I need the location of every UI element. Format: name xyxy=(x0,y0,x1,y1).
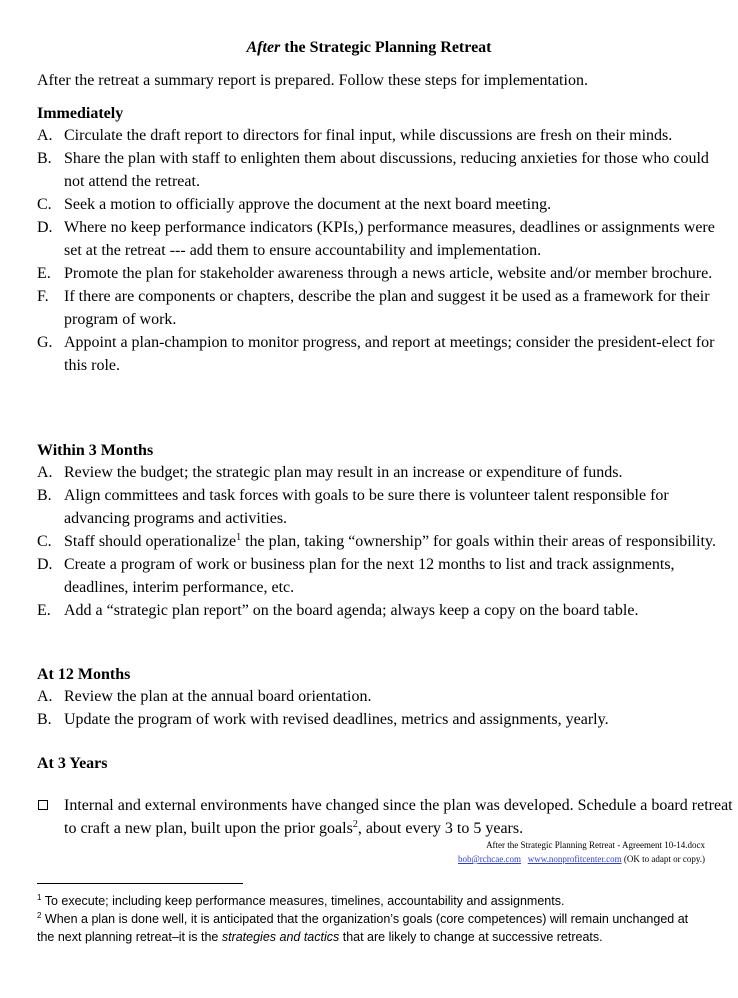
footnote-number: 2 xyxy=(37,911,42,920)
footnote-ref: 2 xyxy=(352,819,358,830)
footnote-text: To execute; including keep performance measures, timelines, accountability and assignments. xyxy=(41,894,565,908)
list-marker: B. xyxy=(37,711,52,728)
checkbox-item-text-before: Internal and external environments have changed since the plan was developed. Schedule a board retreat to craft a new plan, built upon the prior goals xyxy=(64,797,733,837)
section-heading: At 3 Years xyxy=(37,755,108,772)
section-twelve-months xyxy=(37,665,717,731)
list-item xyxy=(37,285,717,331)
step-list xyxy=(37,124,717,377)
footnotes xyxy=(37,892,702,946)
list-item-text: Review the budget; the strategic plan may result in an increase or expenditure of funds. xyxy=(64,464,623,481)
list-marker: D. xyxy=(37,219,53,236)
file-footer-line1: After the Strategic Planning Retreat - Agreement 10-14.docx xyxy=(486,840,705,850)
step-list xyxy=(37,461,717,622)
footnote-emphasis: strategies and tactics xyxy=(221,930,340,944)
footnote-text-after: that are likely to change at successive retreats. xyxy=(339,930,603,944)
list-item-text: Appoint a plan-champion to monitor progress, and report at meetings; consider the president-elect for this role. xyxy=(64,334,715,374)
list-item xyxy=(37,553,717,599)
list-item-text: Seek a motion to officially approve the document at the next board meeting. xyxy=(64,196,552,213)
list-marker: A. xyxy=(37,688,53,705)
footnote-2 xyxy=(37,910,702,946)
title-rest: the Strategic Planning Retreat xyxy=(280,39,492,56)
list-marker: E. xyxy=(37,265,51,282)
footnote-ref: 1 xyxy=(236,532,242,543)
list-item xyxy=(37,461,717,484)
list-marker: C. xyxy=(37,196,52,213)
list-item-text-after: the plan, taking “ownership” for goals within their areas of responsibility. xyxy=(241,533,716,550)
list-item xyxy=(37,530,717,553)
page-title xyxy=(0,38,738,58)
footer-note: (OK to adapt or copy.) xyxy=(621,854,705,864)
list-item-text: If there are components or chapters, describe the plan and suggest it be used as a framework for their program of work. xyxy=(64,288,710,328)
step-list xyxy=(37,685,717,731)
list-item xyxy=(37,685,717,708)
list-item xyxy=(37,484,717,530)
list-marker: B. xyxy=(37,150,52,167)
list-item-text: Review the plan at the annual board orientation. xyxy=(64,688,372,705)
list-marker: F. xyxy=(37,288,49,305)
list-marker: A. xyxy=(37,127,53,144)
list-item-text: Align committees and task forces with goals to be sure there is volunteer talent responsible for advancing programs and activities. xyxy=(64,487,669,527)
list-item xyxy=(37,708,717,731)
list-item-text-before: Staff should operationalize xyxy=(64,533,237,550)
checkbox-item-text-after: , about every 3 to 5 years. xyxy=(357,820,524,837)
list-marker: G. xyxy=(37,334,53,351)
list-item-text: Create a program of work or business plan for the next 12 months to list and track assignments, deadlines, interim performance, etc. xyxy=(64,556,675,596)
footnote-divider xyxy=(37,883,243,884)
list-item xyxy=(37,216,717,262)
email-link[interactable]: bob@rchcae.com xyxy=(457,854,521,864)
section-heading: At 12 Months xyxy=(37,666,131,683)
list-marker: C. xyxy=(37,533,52,550)
list-marker: B. xyxy=(37,487,52,504)
checkbox-icon[interactable] xyxy=(38,800,48,810)
title-italic-word: After xyxy=(246,39,281,56)
list-item-text: Share the plan with staff to enlighten them about discussions, reducing anxieties for those who could not attend the retreat. xyxy=(64,150,709,190)
list-item xyxy=(37,147,717,193)
section-three-years xyxy=(37,754,717,774)
list-item-text: Circulate the draft report to directors for final input, while discussions are fresh on their minds. xyxy=(64,127,673,144)
footnote-text-before: When a plan is done well, it is anticipated that the organization’s goals (core competences) will remain unchanged at the next planning retreat–it is the xyxy=(37,912,689,944)
file-footer-line2 xyxy=(458,853,705,865)
list-item-text: Update the program of work with revised deadlines, metrics and assignments, yearly. xyxy=(64,711,609,728)
list-marker: D. xyxy=(37,556,53,573)
checkbox-item xyxy=(37,794,738,840)
website-link[interactable]: www.nonprofitcenter.com xyxy=(527,854,622,864)
list-item-text: Promote the plan for stakeholder awareness through a news article, website and/or member brochure. xyxy=(64,265,713,282)
list-marker: A. xyxy=(37,464,53,481)
intro-paragraph: After the retreat a summary report is prepared. Follow these steps for implementation. xyxy=(37,72,588,89)
list-marker: E. xyxy=(37,602,51,619)
list-item xyxy=(37,124,717,147)
list-item xyxy=(37,262,717,285)
list-item-text: Where no keep performance indicators (KPIs,) performance measures, deadlines or assignments were set at the retreat --- add them to ensure accountability and implementation. xyxy=(64,219,715,259)
section-immediately xyxy=(37,104,717,377)
section-heading: Immediately xyxy=(37,105,124,122)
section-heading: Within 3 Months xyxy=(37,442,154,459)
list-item xyxy=(37,331,717,377)
list-item-text: Add a “strategic plan report” on the board agenda; always keep a copy on the board table. xyxy=(64,602,639,619)
section-three-months xyxy=(37,441,717,622)
list-item xyxy=(37,193,717,216)
list-item xyxy=(37,599,717,622)
footnote-1 xyxy=(37,892,702,910)
footnote-number: 1 xyxy=(37,893,42,902)
